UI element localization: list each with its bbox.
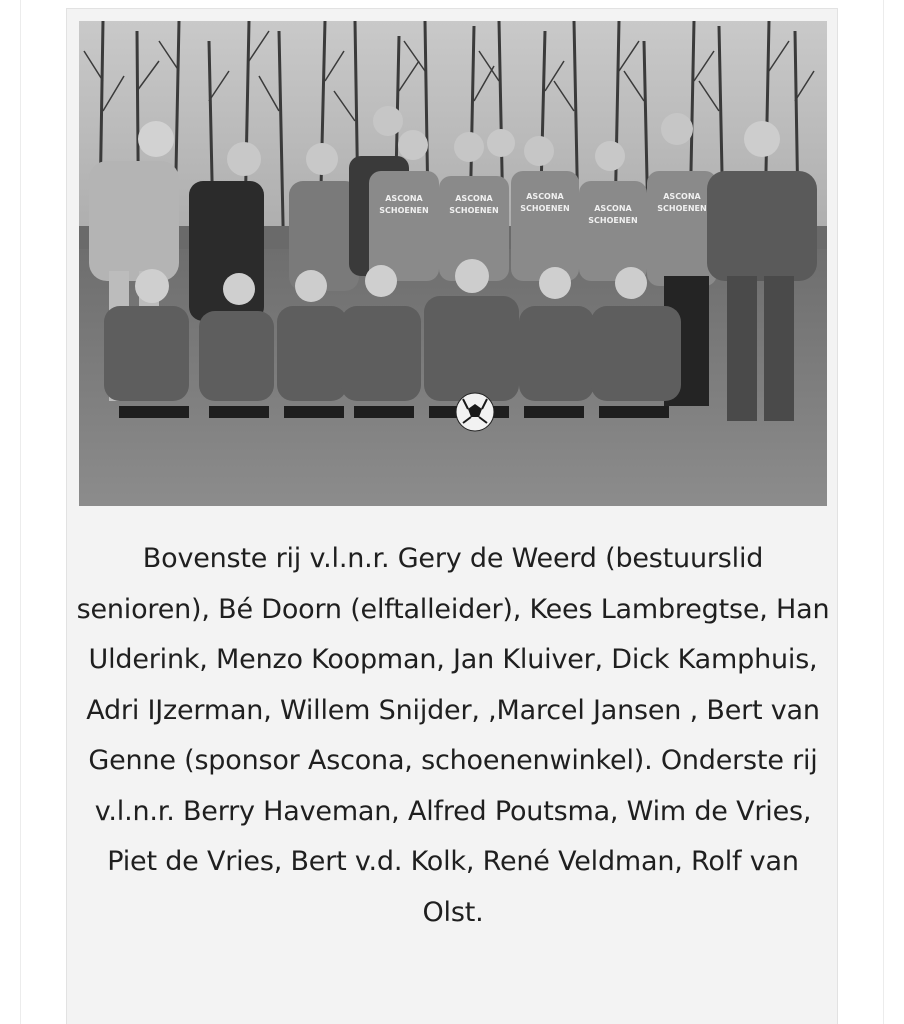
right-divider — [883, 0, 884, 1024]
svg-text:ASCONA: ASCONA — [526, 192, 564, 201]
svg-text:ASCONA: ASCONA — [663, 192, 701, 201]
photo-caption: Bovenste rij v.l.n.r. Gery de Weerd (bestuurslid senioren), Bé Doorn (elftalleider), Kees Lambregtse, Han Ulderink, Menzo Koopman, Jan Kluiver, Dick Kamphuis, Adri IJzerman, Willem Snijder, ,Marcel Jansen , Bert van Genne (sponsor Ascona, schoenenwinkel). Onderste rij v.l.n.r. Berry Haveman, Alfred Poutsma, Wim de Vries, Piet de Vries, Bert v.d. Kolk, René Veldman, Rolf van Olst. — [76, 543, 830, 928]
team-photo[interactable] — [79, 21, 827, 506]
svg-text:ASCONA: ASCONA — [594, 204, 632, 213]
football — [456, 393, 494, 431]
svg-text:SCHOENEN: SCHOENEN — [520, 204, 570, 213]
svg-text:ASCONA: ASCONA — [455, 194, 493, 203]
svg-text:SCHOENEN: SCHOENEN — [657, 204, 707, 213]
left-divider — [20, 0, 21, 1024]
svg-text:SCHOENEN: SCHOENEN — [588, 216, 638, 225]
svg-text:SCHOENEN: SCHOENEN — [379, 206, 429, 215]
svg-text:ASCONA: ASCONA — [385, 194, 423, 203]
svg-text:SCHOENEN: SCHOENEN — [449, 206, 499, 215]
photo-figure — [66, 8, 838, 1024]
team-photo-graphic — [79, 21, 827, 506]
